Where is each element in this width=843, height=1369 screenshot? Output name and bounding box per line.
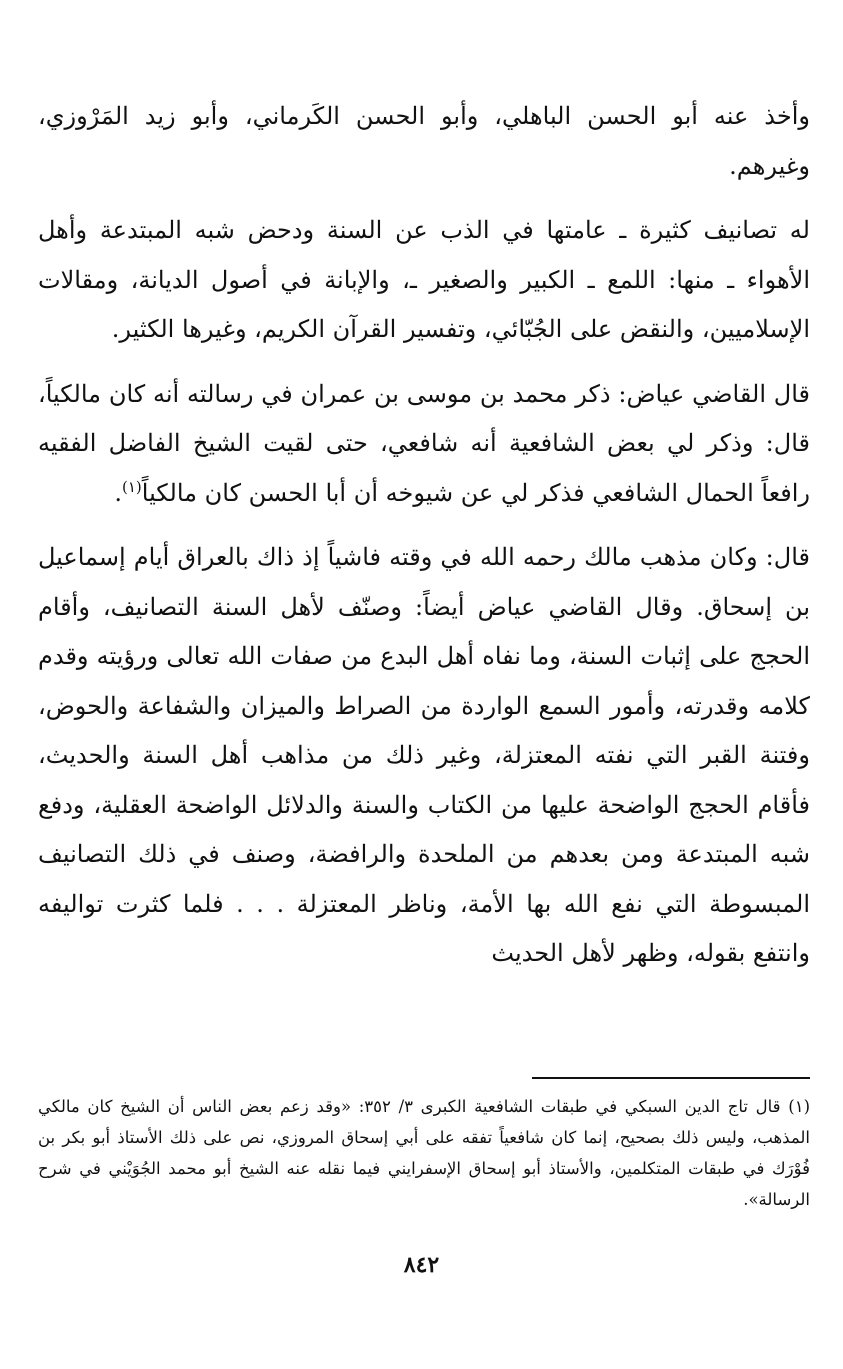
footnote-reference[interactable]: (١) bbox=[121, 477, 142, 496]
page-number: ٨٤٢ bbox=[403, 1252, 440, 1278]
paragraph-1: وأخذ عنه أبو الحسن الباهلي، وأبو الحسن الكَرماني، وأبو زيد المَرْوزي، وغيرهم. bbox=[38, 102, 810, 180]
paragraph-3-text: قال القاضي عياض: ذكر محمد بن موسى بن عمران في رسالته أنه كان مالكياً، قال: وذكر لي بعض الشافعية أنه شافعي، حتى لقيت الشيخ الفاضل الفقيه رافعاً الحمال الشافعي فذكر لي عن شيوخه أن أبا الحسن كان مالكياً bbox=[38, 379, 810, 507]
footnote-1: (١) قال تاج الدين السبكي في طبقات الشافعية الكبرى ٣/ ٣٥٢: «وقد زعم بعض الناس أن الشيخ كان مالكي المذهب، وليس ذلك بصحيح، إنما كان شافعياً تفقه على أبي إسحاق المروزي، نص على ذلك الأستاذ أبو بكر بن فُوْرَك في طبقات المتكلمين، والأستاذ أبو إسحاق الإسفرايني فيما نقله عنه الشيخ أبو محمد الجُوَيْني في شرح الرسالة». bbox=[38, 1097, 810, 1209]
paragraph-3: قال القاضي عياض: ذكر محمد بن موسى بن عمران في رسالته أنه كان مالكياً، قال: وذكر لي بعض الشافعية أنه شافعي، حتى لقيت الشيخ الفاضل الفقيه رافعاً الحمال الشافعي فذكر لي عن شيوخه أن أبا الحسن كان مالكياً$^{(١)}$. bbox=[38, 379, 810, 507]
paragraph-2: له تصانيف كثيرة ـ عامتها في الذب عن السنة ودحض شبه المبتدعة وأهل الأهواء ـ منها: اللمع ـ الكبير والصغير ـ، والإبانة في أصول الديانة، ومقالات الإسلاميين، والنقض على الجُبّائي، وتفسير القرآن الكريم، وغيرها الكثير. bbox=[38, 216, 810, 343]
footnotes-section bbox=[38, 1077, 810, 1215]
footnote-divider bbox=[532, 1077, 810, 1079]
main-text bbox=[38, 92, 810, 979]
paragraph-4: قال: وكان مذهب مالك رحمه الله في وقته فاشياً إذ ذاك بالعراق أيام إسماعيل بن إسحاق. وقال القاضي عياض أيضاً: وصنّف لأهل السنة التصانيف، وأقام الحجج على إثبات السنة، وما نفاه أهل البدع من صفات الله تعالى ورؤيته وقدم كلامه وقدرته، وأمور السمع الواردة من الصراط والميزان والشفاعة والحوض، وفتنة القبر التي نفته المعتزلة، وغير ذلك من مذاهب أهل السنة والحديث، فأقام الحجج الواضحة عليها من الكتاب والسنة والدلائل الواضحة العقلية، ودفع شبه المبتدعة ومن بعدهم من الملحدة والرافضة، وصنف في ذلك التصانيف المبسوطة التي نفع الله بها الأمة، وناظر المعتزلة . . . فلما كثرت تواليفه وانتفع بقوله، وظهر لأهل الحديث bbox=[38, 543, 811, 967]
